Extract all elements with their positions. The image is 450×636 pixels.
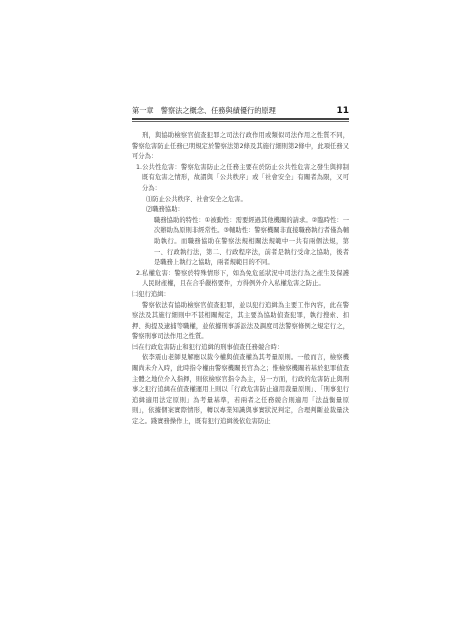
running-header xyxy=(132,104,349,116)
paragraph: 警察依法有協助檢察官偵查犯罪，並以犯行追緝為主要工作內容，此在警察法及其施行細則中不甚相關規定，其主要為協助偵查犯罪，執行搜索、扣押、拘提及逮捕等職權，並依據刑事訴訟法及調度司法警察條例之規定行之，警察刑事司法作用之性質。 xyxy=(132,301,349,341)
paragraph: 刑，與協助檢察官偵查犯罪之司法行政作用或類似司法作用之性質不同，警察危害防止任務已明規定於警察法第2條及其施行細則第2條中，此項任務又可分為： xyxy=(132,132,349,161)
paragraph: 依李震山老師見解應以裁今權與偵查權為其考量原則。一般而言，檢察機關尚未介入時，此時指令權由警察機關長官為之；惟檢察機關若基於犯罪偵查主體之地位介入指揮，則依檢察官指令為主，另一方面，行政的危害防止與刑事之犯行追緝在偵查權運用上則以「行政危害防止適用裁量原則」、「刑事犯行追緝適用法定原則」為考量基準，若兩者之任務競合則適用「法益衡量原則」，依據個案實際情形，轉以專業知識與事實狀況判定，合理判斷並裁量決定之。踐實務操作上，既有犯行追緝後依危害防止 xyxy=(132,354,349,426)
section-heading: ㈢在行政危害防止和犯行追緝的刑事偵查任務競合時： xyxy=(132,343,284,351)
list-item: ⑵職務協助： xyxy=(146,206,184,214)
page-number: 11 xyxy=(336,106,349,116)
paragraph: 職務協助的特性：①被動性：需要經過其他機關的請求。②臨時性：一次辦助為原則非經常性。③輔助性：警察機關非直接職務執行者僅為輔助執行。而職務協助在警察法規相關法規範中一共有兩個法規，第一、行政執行法，第二、行政程序法，前者是執行受命之協助，後者是職務上執行之協助，兩者規範目的不同。 xyxy=(154,216,349,267)
header-rule-thick xyxy=(132,118,349,120)
section-heading: ㈡犯行追緝： xyxy=(132,290,170,298)
list-item: 2.私權危害：警察於特殊情形下，如為免危延狀況中司法行為之產生及保護人民財產權，且在合乎嚴格要件，方得例外介入私權危害之防止。 xyxy=(136,269,349,288)
body-text xyxy=(132,131,349,428)
list-item: ⑴防止公共秩序、社會安全之危害。 xyxy=(146,195,247,203)
header-rule-thin xyxy=(132,121,349,122)
list-item: 1.公共性危害：警察危害防止之任務主要在於防止公共性危害之發生與抑制既有危害之情形，故謂與「公共秩序」或「社會安全」有關者為限，又可分為： xyxy=(136,163,349,192)
chapter-title: 第一章 警察法之概念、任務與績優行的原理 xyxy=(132,106,276,115)
